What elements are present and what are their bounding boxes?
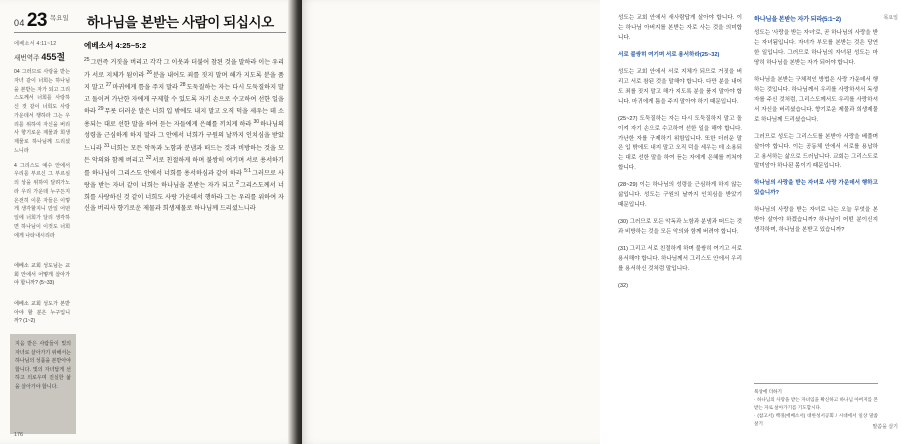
verse-text: 무릇 더러운 말은 너희 입 밖에도 내지 말고 오직 덕을 세우는 데 소용되는 대로 선한 말을 하여 듣는 자들에게 은혜를 끼치게 하라 xyxy=(84,108,284,128)
lesson-number: 23 xyxy=(26,10,47,31)
lesson-day: 목요일 xyxy=(49,15,69,22)
commentary-paragraph: (32) xyxy=(618,282,628,289)
commentary-paragraph: 하나님의 사랑을 받는 자녀로 나는 오늘 무엇을 본받아 살아야 하겠습니까? 하나님이 어떤 분이신지 생각하며, 하나님을 본받고 있습니까? xyxy=(754,207,878,234)
verse-number: 31 xyxy=(103,142,110,149)
commentary-paragraph: 서로 불쌍히 여기며 서로 용서하라(25~32) xyxy=(618,51,720,58)
verse-text: 마귀에게 틈을 주지 말라 xyxy=(112,84,180,92)
scripture-text xyxy=(84,56,284,215)
sidebar-highlight-box xyxy=(10,334,76,434)
sidebar-highlight-text: 지음 받은 사람들이 빛의 자녀로 살아가기 위해서는 하나님의 성품을 본받아야 합니다. 빛의 자녀답게 선하고 의로우며 진실한 삶을 살아가야 합니다. xyxy=(15,341,71,390)
verse-text: 도둑질하는 자는 다시 도둑질하지 말고 돌이켜 가난한 자에게 구제할 수 있도록 자기 손으로 수고하여 선한 일을 하라 xyxy=(84,84,284,116)
verse-number: 25 xyxy=(84,57,90,63)
verse-number: 5:1 xyxy=(244,167,252,174)
commentary-paragraph: 성도는 교회 안에서 새사람답게 살아야 합니다. 이는 하나님 아버지를 본받는 자로 사는 것을 의미합니다. xyxy=(618,15,742,41)
commentary-paragraph: 성도는 교회 안에서 서로 지체가 되므로 거짓을 버리고 서로 참된 것을 말해야 합니다. 다만 분을 내어도 죄를 짓지 말고 해가 지도록 분을 품지 말아야 합니다. 마귀에게 틈을 주지 말아야 하기 때문입니다. xyxy=(618,68,742,105)
verse-text: 분을 내어도 죄를 짓지 말며 해가 지도록 분을 품지 말고 xyxy=(84,71,284,92)
header-divider xyxy=(14,32,286,33)
page-title: 하나님을 본받는 사람이 되십시오 xyxy=(86,15,274,30)
verse-number: 30 xyxy=(253,118,260,125)
sidebar-question-2: 에베소 교회 성도가 본받아야 할 분은 누구입니까? (1~2) xyxy=(14,301,70,325)
sidebar-paragraph: 4 그리스도 예수 안에서 우리를 부르신 그 부르심의 상을 위하여 달려가노라 우리 가운데 누구든지 온전히 이룬 자들은 이렇게 생각할지니 만일 어떤 일에 너희가 달리 생각하면 하나님이 이것도 너희에게 나타내시리라 xyxy=(14,162,70,239)
page-tab-top: 목요일 xyxy=(883,15,898,21)
verse-number: 2 xyxy=(236,180,239,187)
page-number: 176 xyxy=(14,432,23,438)
sidebar-paragraph: 04 그러므로 사랑을 받는 자녀 같이 너희는 하나님을 본받는 자가 되고 그리스도께서 너희를 사랑하신 것 같이 너희도 사랑 가운데서 행하라 그는 우리를 위하여 자신을 버리사 향기로운 제물과 희생제물로 하나님께 드리셨느니라 xyxy=(14,69,70,154)
footnotes xyxy=(754,383,878,428)
verse-text: 하나님의 성령을 근심하게 하지 말라 그 안에서 너희가 구원의 날까지 인치심을 받았느니라 xyxy=(84,120,284,152)
commentary-paragraph: 성도는 '사랑을 받는 자녀'로, 곧 하나님의 사랑을 받는 자녀됨입니다. 자녀가 부모를 본받는 것은 당연한 일입니다. 그러므로 하나님의 자녀된 성도는 마땅히 하나님을 본받는 자가 되어야 합니다. xyxy=(754,30,878,66)
verse-text: 그리스도께서 너희를 사랑하신 것 같이 너희도 사랑 가운데서 행하라 그는 우리를 위하여 자신을 버리사 향기로운 제물과 희생제물로 하나님께 드리셨느니라 xyxy=(84,182,285,213)
verse-text: 서로 친절하게 하며 불쌍히 여기며 서로 용서하기를 하나님이 그리스도 안에서 너희를 용서하심과 같이 하라 xyxy=(84,157,285,177)
sidebar-question-1: 에베소 교회 성도님는 교회 안에서 어떻게 살아가야 합니까? (5~33) xyxy=(14,263,70,287)
commentary-paragraph: (25~27) 도둑질하는 자는 다시 도둑질하지 말고 돌이켜 자기 손으로 수고하여 선한 일을 해야 합니다. 가난한 자를 구제하기 위함입니다. 또한 더러운 말은 입 밖에도 내지 말고 오직 덕을 세우는 데 소용되는 대로 선한 말을 하여 듣는 자에게 은혜를 끼쳐야 합니다. xyxy=(618,115,742,172)
footnote-item: · 하나님의 사랑을 받는 자녀임을 확신하고 하나님 아버지를 본받는 자로 살아가기를 기도합시다. xyxy=(754,396,878,410)
verse-number: 32 xyxy=(145,155,152,162)
footnotes-title: 묵상에 더하기 xyxy=(754,388,782,394)
footnote-item: · (참고서) 백경(에베소서) 대한성서공회 / 시대에서 일상 말씀살기 xyxy=(754,412,878,426)
page-tab-bottom: 말씀을 살기 xyxy=(872,424,898,430)
page-edge-shadow xyxy=(288,0,302,444)
commentary-paragraph: 그러므로 성도는 그리스도를 본받아 사랑을 베풀며 살아야 합니다. 이는 공동체 안에서 서로를 용납하고 용서하는 삶으로 드러납니다. 교회는 그리스도로 말미암아 하나된 몸이기 때문입니다. xyxy=(754,133,878,170)
left-page-content xyxy=(0,0,298,444)
verse-number: 29 xyxy=(97,106,104,113)
commentary-paragraph: (31) 그리고 서로 친절하게 하며 불쌍히 여기고 서로 용서해야 합니다. 하나님께서 그리스도 안에서 우리를 용서하신 것처럼 말입니다. xyxy=(618,246,742,273)
sidebar-count xyxy=(14,50,70,63)
commentary-paragraph: 하나님을 본받는 구체적인 방법은 사랑 가운데서 행하는 것입니다. 하나님께서 우리를 사랑하셔서 독생자를 주신 것처럼, 그리스도께서도 우리를 사랑하셔서 자신을 버리셨습니다. 향기로운 제물과 희생제물로 하나님께 드리셨습니다. xyxy=(754,76,878,123)
left-sidebar xyxy=(14,40,70,246)
commentary-column-left xyxy=(618,14,742,299)
commentary-paragraph: (30) 그러므로 모든 악독과 노함과 분냄과 떠드는 것과 비방하는 것을 모든 악의와 함께 버려야 합니다. xyxy=(618,219,742,236)
left-page-header xyxy=(14,11,286,31)
right-page xyxy=(302,0,898,444)
left-page xyxy=(0,0,298,444)
scripture-section xyxy=(84,40,284,215)
verse-text: 그런즉 거짓을 버리고 각각 그 이웃과 더불어 참된 것을 말하라 이는 우리가 서로 지체가 됨이라 xyxy=(84,59,284,79)
verse-number: 27 xyxy=(105,82,112,89)
lesson-identifier xyxy=(14,11,69,30)
right-page-content xyxy=(604,0,902,444)
commentary-paragraph: (28~29) 이는 하나님의 성령을 근심하게 하지 않는 삶입니다. 성도는 구원의 날까지 인치심을 받았기 때문입니다. xyxy=(618,182,742,209)
commentary-paragraph: 하나님의 사랑을 받는 자녀로 사랑 가운데서 행하고 있습니까? xyxy=(754,180,878,197)
verse-text: 너희는 모든 악독과 노함과 분냄과 떠드는 것과 비방하는 것을 모든 악의와 함께 버리고 xyxy=(84,144,284,165)
lesson-volume: 04 xyxy=(14,18,25,28)
scripture-heading: 에베소서 4:25~5:2 xyxy=(84,41,147,50)
commentary-heading: 하나님을 본받는 자가 되라(5:1~2) xyxy=(754,16,841,23)
verse-number: 26 xyxy=(146,69,153,76)
sidebar-count-prefix: 새번역주 xyxy=(14,55,40,62)
verse-text: 그러므로 사랑을 받는 자녀 같이 너희는 하나님을 본받는 자가 되고 xyxy=(84,169,284,190)
commentary-column-right xyxy=(754,14,878,243)
verse-number: 28 xyxy=(179,82,186,89)
sidebar-count-value: 455절 xyxy=(41,52,66,62)
sidebar-reference-label: 에베소서 4:11~12 xyxy=(14,41,57,47)
